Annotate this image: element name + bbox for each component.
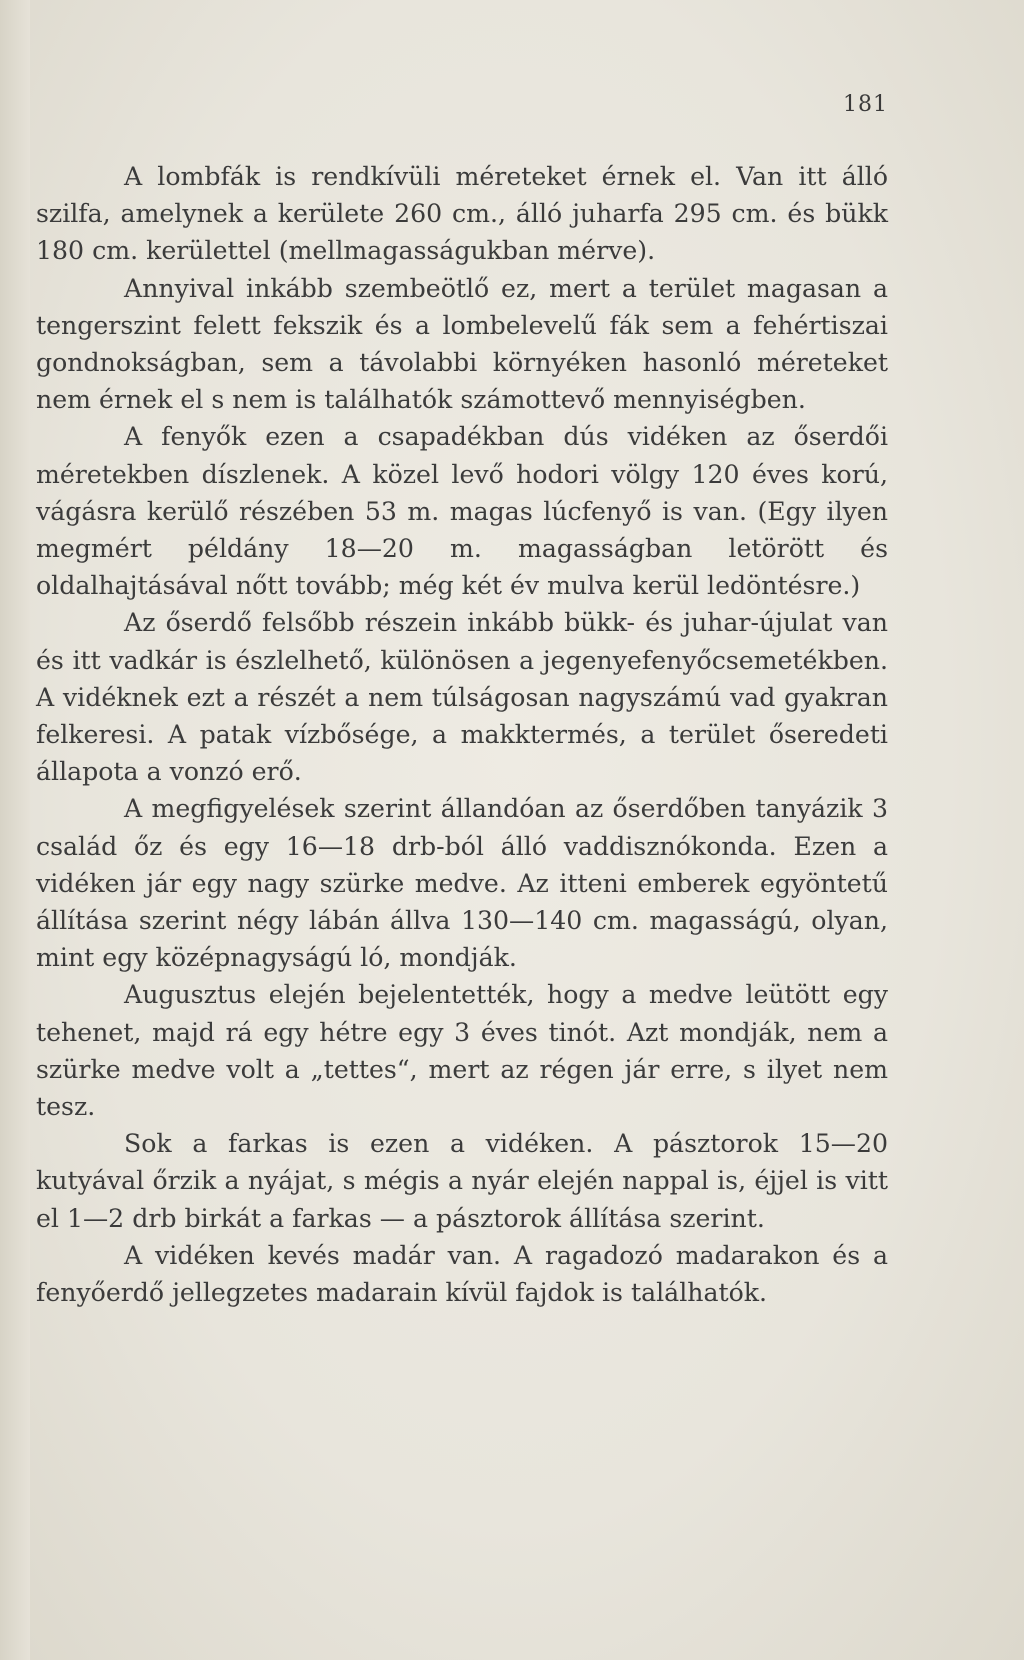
paragraph: Augusztus elején bejelentették, hogy a medve leütött egy tehenet, majd rá egy hétre egy 3 éves tinót. Azt mondják, nem a szürke medve volt a „tettes“, mert az régen jár erre, s ilyet nem tesz. [36,980,888,1122]
paragraph: A vidéken kevés madár van. A ragadozó madarakon és a fenyőerdő jellegzetes madarain kívül fajdok is találhatók. [36,1240,888,1308]
paragraph: A megfigyelések szerint állandóan az őserdőben tanyázik 3 család őz és egy 16—18 drb-ból álló vaddisznókonda. Ezen a vidéken jár egy nagy szürke medve. Az itteni emberek egyöntetű állítása szerint négy lábán állva 130—140 cm. magasságú, olyan, mint egy középnagyságú ló, mondják. [36,794,888,973]
paragraph: A lombfák is rendkívüli méreteket érnek el. Van itt álló szilfa, amelynek a kerülete 260 cm., álló juharfa 295 cm. és bükk 180 cm. kerülettel (mellmagasságukban mérve). [36,162,888,266]
page-number: 181 [843,92,888,117]
body-text [36,158,888,1311]
paragraph: A fenyők ezen a csapadékban dús vidéken az őserdői méretekben díszlenek. A közel levő hodori völgy 120 éves korú, vágásra kerülő részében 53 m. magas lúcfenyő is van. (Egy ilyen megmért példány 18—20 m. magasságban letörött és oldalhajtásával nőtt tovább; még két év mulva kerül ledöntésre.) [36,422,888,601]
paragraph: Annyival inkább szembeötlő ez, mert a terület magasan a tengerszint felett fekszik és a lombelevelű fák sem a fehértiszai gondnokságban, sem a távolabbi környéken hasonló méreteket nem érnek el s nem is találhatók számottevő mennyiségben. [36,273,888,415]
paragraph: Az őserdő felsőbb részein inkább bükk- és juhar-újulat van és itt vadkár is észlelhető, különösen a jegenyefenyőcsemetékben. A vidéknek ezt a részét a nem túlságosan nagyszámú vad gyakran felkeresi. A patak vízbősége, a makktermés, a terület őseredeti állapota a vonzó erő. [36,608,888,787]
paragraph: Sok a farkas is ezen a vidéken. A pásztorok 15—20 kutyával őrzik a nyájat, s mégis a nyár elején nappal is, éjjel is vitt el 1—2 drb birkát a farkas — a pásztorok állítása szerint. [36,1129,888,1233]
page-binding-edge [0,0,30,1660]
